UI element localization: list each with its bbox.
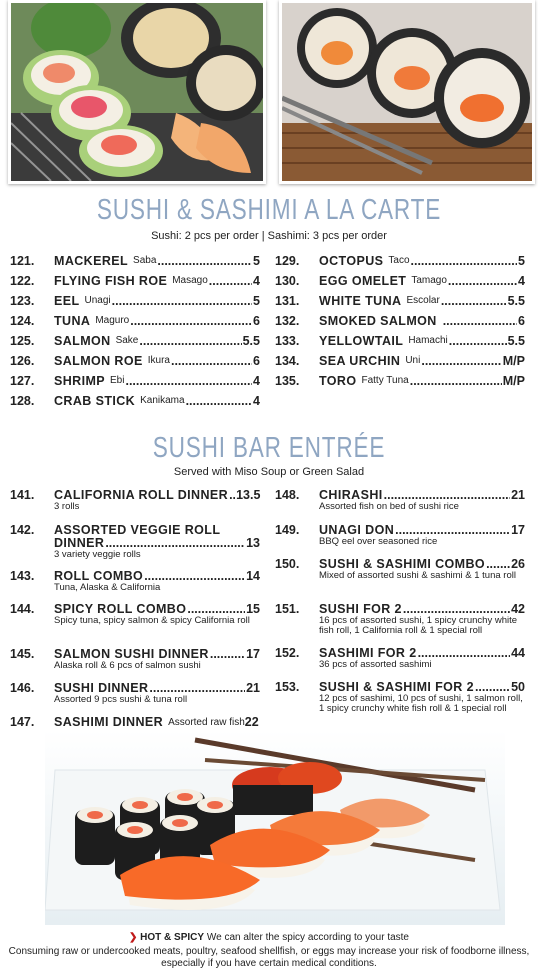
- alacarte-right-list: [275, 248, 525, 388]
- alacarte-subtitle: Sushi: 2 pcs per order | Sashimi: 3 pcs per order: [151, 230, 387, 242]
- entree-subtitle: Served with Miso Soup or Green Salad: [173, 466, 365, 478]
- entree-item: 142. ASSORTED VEGGIE ROLL DINNER ..... 13 3 variety veggie rolls: [10, 524, 260, 560]
- sushi-platter-photo: [45, 730, 505, 925]
- entree-title: SUSHI BAR ENTRÉE: [152, 432, 386, 464]
- entree-item: 147. SASHIMI DINNER Assorted raw fish 22: [10, 715, 259, 729]
- entree-item: 146. SUSHI DINNER ..... 21 Assorted 9 pcs sushi & tuna roll: [10, 682, 260, 705]
- salmon-rolls-photo: [279, 0, 535, 184]
- chili-pepper-icon: ❯: [129, 932, 138, 943]
- hot-spicy-note: [0, 932, 538, 943]
- menu-item: 135. TORO Fatty Tuna ..... M/P: [275, 368, 525, 388]
- entree-item: 143. ROLL COMBO ..... 14 Tuna, Alaska & California: [10, 570, 260, 593]
- entree-item: 151. SUSHI FOR 2 ..... 42 16 pcs of assorted sushi, 1 spicy crunchy white fish roll, 1 California roll & 1 special roll: [275, 603, 525, 636]
- hot-spicy-text: We can alter the spicy according to your taste: [206, 932, 409, 943]
- menu-item: 132. SMOKED SALMON ..... 6: [275, 308, 525, 328]
- alacarte-title: SUSHI & SASHIMI A LA CARTE: [96, 194, 442, 226]
- menu-item: 130. EGG OMELET Tamago ..... 4: [275, 268, 525, 288]
- menu-item: 124. TUNA Maguro ..... 6: [10, 308, 260, 328]
- hot-spicy-label: HOT & SPICY: [140, 932, 205, 943]
- menu-item: 131. WHITE TUNA Escolar ..... 5.5: [275, 288, 525, 308]
- entree-item: 141. CALIFORNIA ROLL DINNER ..... 13.5 3 rolls: [10, 489, 260, 512]
- sushi-rolls-photo: [8, 0, 266, 184]
- menu-item: 127. SHRIMP Ebi ..... 4: [10, 368, 260, 388]
- food-safety-warning: Consuming raw or undercooked meats, poultry, seafood shellfish, or eggs may increase your risk of foodborne illness, especially if you have certain medical conditions.: [8, 946, 530, 969]
- menu-item: 125. SALMON Sake ..... 5.5: [10, 328, 260, 348]
- menu-item: 121. MACKEREL Saba ..... 5: [10, 248, 260, 268]
- menu-item: 123. EEL Unagi ..... 5: [10, 288, 260, 308]
- alacarte-left-list: [10, 248, 260, 408]
- menu-item: 128. CRAB STICK Kanikama ..... 4: [10, 388, 260, 408]
- entree-item: 149. UNAGI DON ..... 17 BBQ eel over seasoned rice: [275, 524, 525, 547]
- entree-item: 153. SUSHI & SASHIMI FOR 2 ..... 50 12 pcs of sashimi, 10 pcs of sushi, 1 salmon roll, 1 spicy crunchy white fish roll & 1 special roll: [275, 681, 525, 714]
- menu-item: 126. SALMON ROE Ikura ..... 6: [10, 348, 260, 368]
- entree-item: 148. CHIRASHI ..... 21 Assorted fish on bed of sushi rice: [275, 489, 525, 512]
- entree-item: 144. SPICY ROLL COMBO ..... 15 Spicy tuna, spicy salmon & spicy California roll: [10, 603, 260, 626]
- entree-item: 150. SUSHI & SASHIMI COMBO ..... 26 Mixed of assorted sushi & sashimi & 1 tuna roll: [275, 558, 525, 581]
- entree-item: 152. SASHIMI FOR 2 ..... 44 36 pcs of assorted sashimi: [275, 647, 525, 670]
- entree-item: 145. SALMON SUSHI DINNER ..... 17 Alaska roll & 6 pcs of salmon sushi: [10, 648, 260, 671]
- menu-item: 134. SEA URCHIN Uni ..... M/P: [275, 348, 525, 368]
- menu-item: 129. OCTOPUS Taco ..... 5: [275, 248, 525, 268]
- menu-item: 133. YELLOWTAIL Hamachi ..... 5.5: [275, 328, 525, 348]
- menu-item: 122. FLYING FISH ROE Masago ..... 4: [10, 268, 260, 288]
